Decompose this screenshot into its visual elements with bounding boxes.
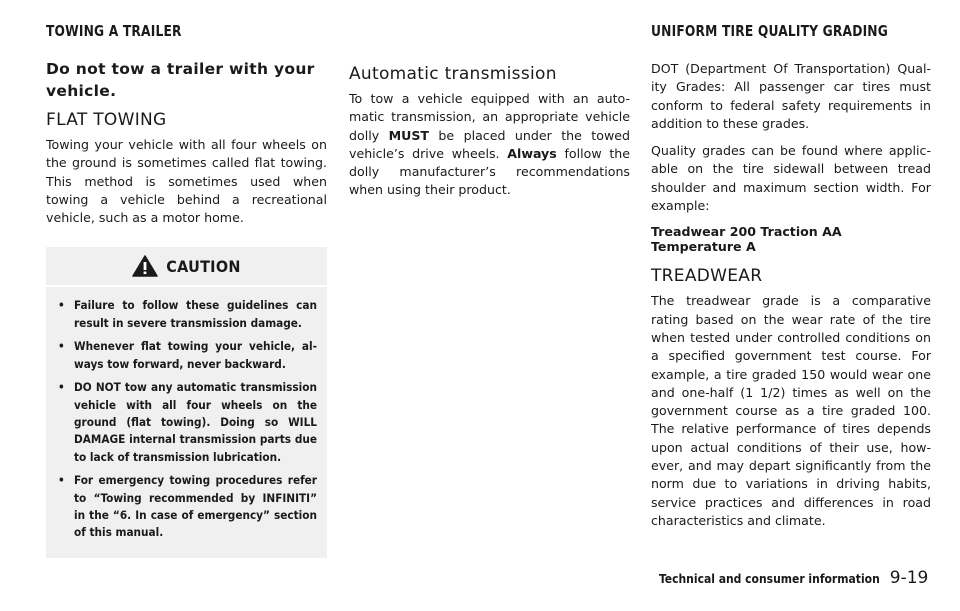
grade-example: Treadwear 200 Traction AA Temperature A: [651, 224, 842, 255]
page-footer: [659, 568, 928, 588]
column-middle: [349, 64, 630, 209]
caution-title: CAUTION: [166, 256, 241, 276]
flat-towing-heading: FLAT TOWING: [46, 110, 167, 130]
trailer-warning: Do not tow a trailer with your vehicle.: [46, 60, 315, 100]
footer-section-title: Technical and consumer information: [659, 572, 880, 586]
column-left: [46, 58, 327, 558]
header-left: TOWING A TRAILER: [46, 22, 182, 40]
quality-grades-paragraph: Quality grades can be found where applic- able on the tire sidewall between tread shoulder and maximum section width. For example:: [651, 143, 931, 214]
flat-towing-paragraph: Towing your vehicle with all four wheels on the ground is sometimes called flat towing. This method is sometimes used when towing a vehicle behind a recreational vehicle, such as a motor home.: [46, 137, 327, 226]
dot-grades-paragraph: DOT (Department Of Transportation) Qual- ity Grades: All passenger car tires must conform to federal safety requirements in addition to these grades.: [651, 61, 931, 131]
automatic-transmission-heading: Automatic transmission: [349, 64, 557, 84]
treadwear-heading: TREADWEAR: [651, 266, 763, 287]
list-item: • Failure to follow these guidelines can result in severe transmission damage.: [58, 298, 317, 330]
treadwear-paragraph: The treadwear grade is a comparative rating based on the wear rate of the tire when tested under controlled conditions on a specified government test course. For example, a tire graded 150 would wear one and one-half (1 1/2) times as well on the government course as a tire graded 100. The relative performance of tires depends upon actual conditions of their use, how- ever, and may depart significantly from the norm due to variations in driving habits, service practices and differences in road characteristics and climate.: [651, 293, 931, 528]
column-right: [651, 60, 931, 539]
caution-list: [46, 287, 327, 541]
list-item: • DO NOT tow any automatic transmission vehicle with all four wheels on the ground (flat towing). Doing so WILL DAMAGE internal transmission parts due to lack of transmission lubrication.: [58, 380, 317, 464]
list-item: • For emergency towing procedures refer to “Towing recommended by INFINITI” in the “6. In case of emergency” section of this manual.: [58, 473, 317, 540]
list-item: • Whenever flat towing your vehicle, al- ways tow forward, never backward.: [58, 339, 317, 371]
page-number: 9-19: [889, 568, 929, 588]
caution-box: [46, 247, 327, 557]
automatic-transmission-paragraph: To tow a vehicle equipped with an auto- matic transmission, an appropriate vehicle dolly MUST be placed under the towed vehicle’s drive wheels. Always follow the dolly manufacturer’s recommendations when using their product.: [349, 91, 630, 198]
caution-header: [46, 247, 327, 287]
header-right: UNIFORM TIRE QUALITY GRADING: [651, 22, 889, 40]
warning-triangle-icon: [132, 255, 158, 277]
